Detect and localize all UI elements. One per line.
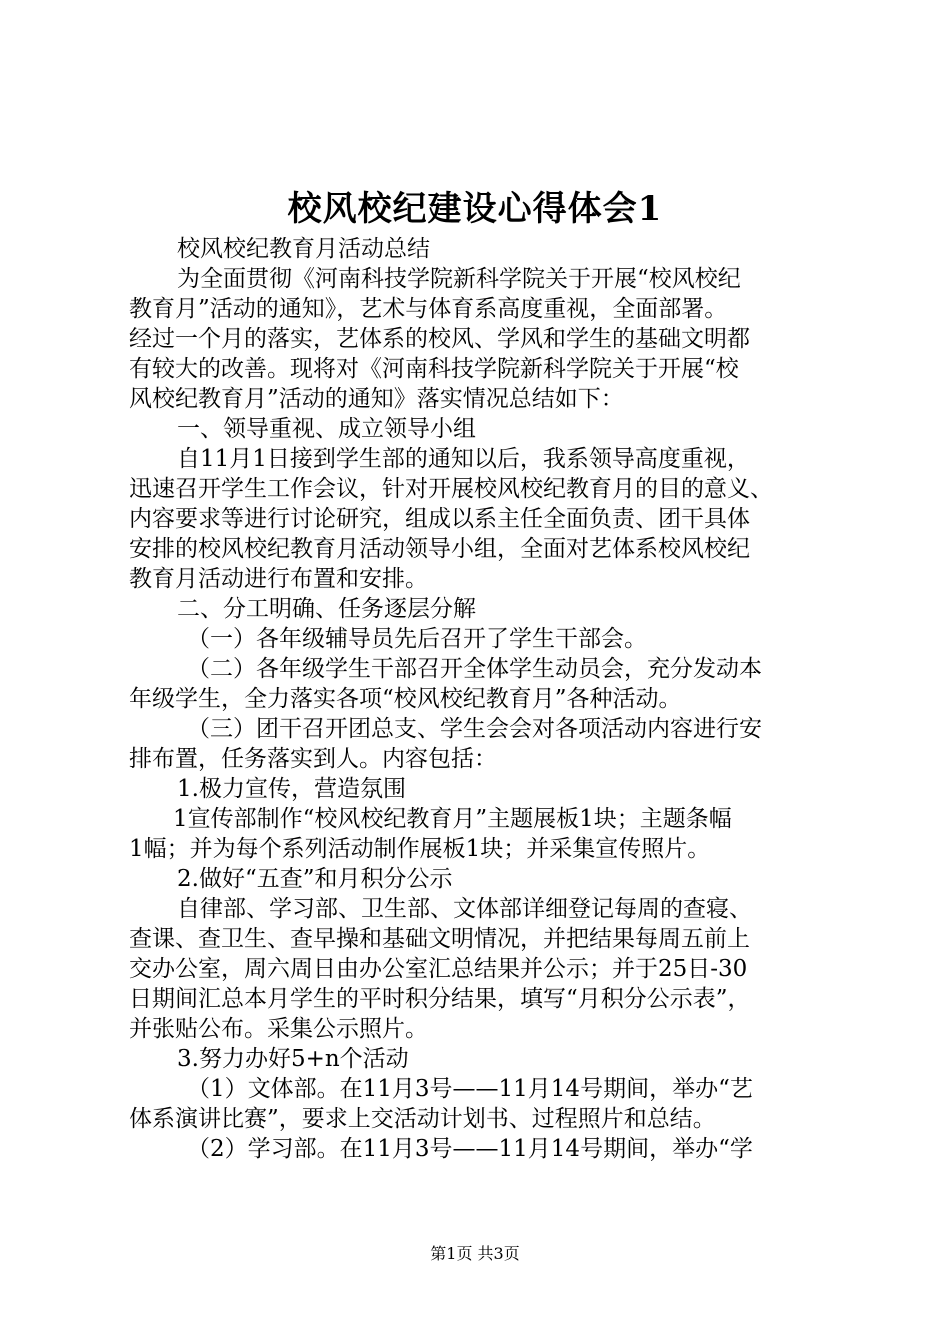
subsection-heading: 3.努力办好5+n个活动 [177,1046,409,1072]
paragraph-line: 自11月1日接到学生部的通知以后，我系领导高度重视， [177,446,750,472]
paragraph-line: 教育月活动进行布置和安排。 [129,566,428,592]
subsection-heading: 2.做好“五查”和月积分公示 [177,866,453,892]
paragraph-line: 内容要求等进行讨论研究，组成以系主任全面负责、团干具体 [129,506,750,532]
paragraph-line: （1）文体部。在11月3号——11月14号期间，举办“艺 [187,1076,753,1102]
paragraph-line: 交办公室，周六周日由办公室汇总结果并公示；并于25日-30 [129,956,748,982]
paragraph-line: 1幅；并为每个系列活动制作展板1块；并采集宣传照片。 [129,836,711,862]
section-heading: 一、领导重视、成立领导小组 [177,416,476,442]
paragraph-line: 年级学生，全力落实各项“校风校纪教育月”各种活动。 [129,686,682,712]
paragraph-line: 有较大的改善。现将对《河南科技学院新科学院关于开展“校 [129,356,739,382]
document-title: 校风校纪建设心得体会1 [287,189,663,229]
paragraph-line: 1宣传部制作“校风校纪教育月”主题展板1块；主题条幅 [173,806,732,832]
paragraph-line: 日期间汇总本月学生的平时积分结果，填写“月积分公示表”， [129,986,751,1012]
subsection-heading: 1.极力宣传，营造氛围 [177,776,406,802]
section-heading: 二、分工明确、任务逐层分解 [177,596,476,622]
paragraph-line: 校风校纪教育月活动总结 [177,236,430,262]
paragraph-line: 排布置，任务落实到人。内容包括： [129,746,497,772]
page-footer: 第1页 共3页 [430,1244,520,1263]
paragraph-line: 并张贴公布。采集公示照片。 [129,1016,428,1042]
paragraph-line: （二）各年级学生干部召开全体学生动员会，充分发动本 [187,656,762,682]
paragraph-line: 为全面贯彻《河南科技学院新科学院关于开展“校风校纪 [177,266,741,292]
paragraph-line: 查课、查卫生、查早操和基础文明情况，并把结果每周五前上 [129,926,750,952]
paragraph-line: 安排的校风校纪教育月活动领导小组，全面对艺体系校风校纪 [129,536,750,562]
paragraph-line: 经过一个月的落实，艺体系的校风、学风和学生的基础文明都 [129,326,750,352]
paragraph-line: 风校纪教育月”活动的通知》落实情况总结如下： [129,386,624,412]
document-body [129,234,829,1164]
paragraph-line: 体系演讲比赛”，要求上交活动计划书、过程照片和总结。 [129,1106,716,1132]
paragraph-line: （三）团干召开团总支、学生会会对各项活动内容进行安 [187,716,762,742]
paragraph-line: 迅速召开学生工作会议，针对开展校风校纪教育月的目的意义、 [129,476,773,502]
paragraph-line: 教育月”活动的通知》，艺术与体育系高度重视，全面部署。 [129,296,728,322]
paragraph-line: （2）学习部。在11月3号——11月14号期间，举办“学 [187,1136,753,1162]
paragraph-line: 自律部、学习部、卫生部、文体部详细登记每周的查寝、 [177,896,752,922]
paragraph-line: （一）各年级辅导员先后召开了学生干部会。 [187,626,647,652]
